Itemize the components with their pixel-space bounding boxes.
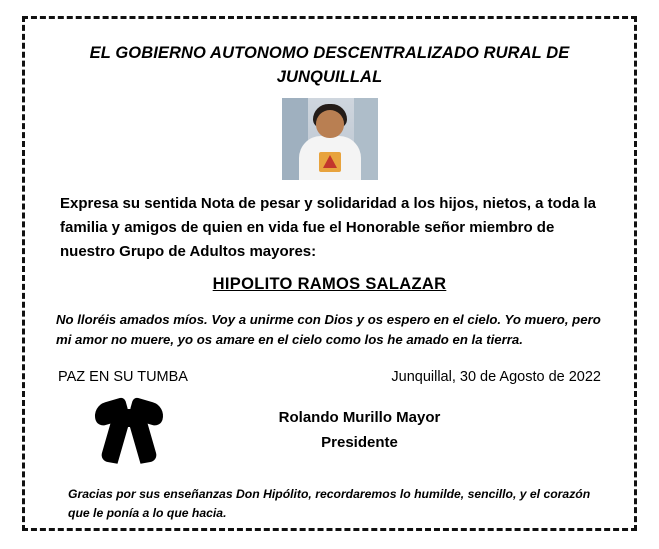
deceased-name: HIPOLITO RAMOS SALAZAR (212, 274, 447, 293)
signer-role: Presidente (321, 434, 398, 452)
portrait-photo (282, 98, 378, 180)
place-and-date: Junquillal, 30 de Agosto de 2022 (391, 368, 601, 385)
signature-block (54, 399, 605, 473)
thanks-note: Gracias por sus enseñanzas Don Hipólito, recordaremos lo humilde, sencillo, y el corazón que le ponía a lo que hacia. (68, 486, 591, 520)
organization-title: EL GOBIERNO AUTONOMO DESCENTRALIZADO RURAL DE JUNQUILLAL (89, 44, 570, 86)
portrait-container (54, 98, 605, 180)
card-content (20, 18, 639, 531)
signer-info (54, 405, 605, 456)
memorial-poem: No lloréis amados míos. Voy a unirme con Dios y os espero en el cielo. Yo muero, pero mi amor no muere, yo os amare en el cielo como los he amado en la tierra. (56, 311, 601, 348)
shirt-logo-icon (319, 152, 341, 172)
signer-name: Rolando Murillo Mayor (278, 408, 441, 426)
photo-face (316, 110, 344, 138)
rest-and-date-row (54, 369, 605, 385)
rest-phrase: PAZ EN SU TUMBA (58, 368, 188, 385)
condolence-message: Expresa su sentida Nota de pesar y solidaridad a los hijos, nietos, a toda la familia y amigos de quien en vida fue el Honorable señor miembro de nuestro Grupo de Adultos mayores: (60, 194, 597, 261)
